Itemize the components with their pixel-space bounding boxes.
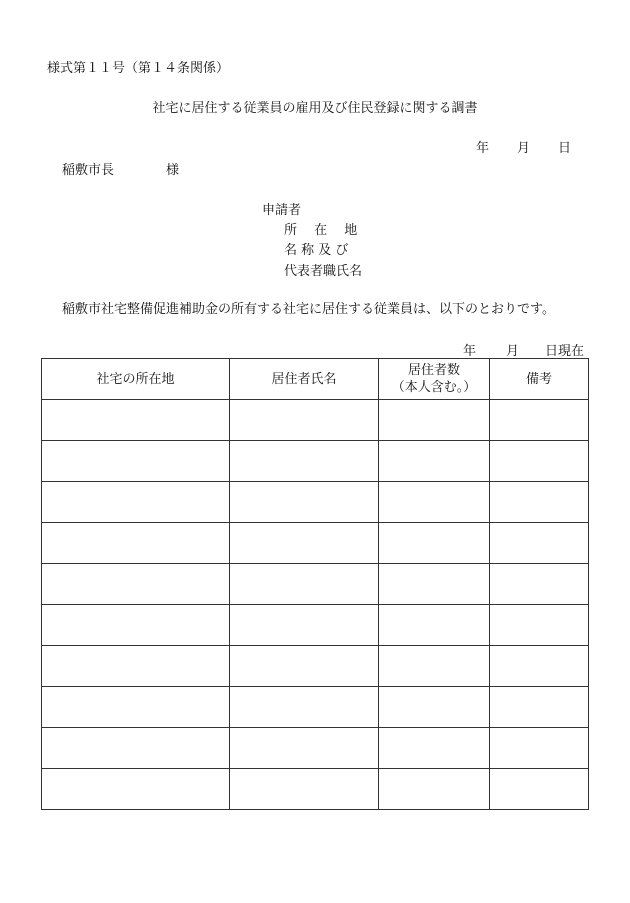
resident-name-cell[interactable] [230,687,379,728]
resident-name-cell[interactable] [230,605,379,646]
addressee-honorific: 様 [166,163,180,178]
date-year: 年 [476,141,490,156]
remarks-cell[interactable] [490,400,589,441]
table-row [42,605,589,646]
resident-name-cell[interactable] [230,523,379,564]
resident-count-cell[interactable] [379,400,490,441]
applicant-address-label: 所 在 地 [284,223,358,238]
asof-year: 年 [463,344,477,359]
remarks-cell[interactable] [490,687,589,728]
resident-count-cell[interactable] [379,523,490,564]
statement: 稲敷市社宅整備促進補助金の所有する社宅に居住する従業員は、以下のとおりです。 [62,302,555,317]
header-company-housing-address: 社宅の所在地 [42,359,230,400]
applicant-name-label: 名 称 及 び [284,243,349,258]
applicant-label: 申請者 [262,203,302,218]
table-row [42,441,589,482]
address-cell[interactable] [42,523,230,564]
addressee-name: 稲敷市長 [62,163,115,178]
resident-count-cell[interactable] [379,564,490,605]
address-cell[interactable] [42,400,230,441]
resident-count-cell[interactable] [379,728,490,769]
form-number: 様式第１１号（第１４条関係） [47,61,230,76]
resident-count-cell[interactable] [379,482,490,523]
address-cell[interactable] [42,687,230,728]
address-cell[interactable] [42,646,230,687]
table-row [42,564,589,605]
table-row [42,482,589,523]
address-cell[interactable] [42,728,230,769]
date-day: 日 [558,141,572,156]
date-line [476,137,571,156]
table-row [42,523,589,564]
remarks-cell[interactable] [490,523,589,564]
table-row [42,769,589,810]
remarks-cell[interactable] [490,605,589,646]
header-resident-count-note: （本人含む。） [391,380,477,395]
resident-name-cell[interactable] [230,441,379,482]
header-resident-count-label: 居住者数 [407,363,460,378]
remarks-cell[interactable] [490,482,589,523]
remarks-cell[interactable] [490,728,589,769]
asof-month: 月 [506,344,520,359]
resident-count-cell[interactable] [379,441,490,482]
remarks-cell[interactable] [490,769,589,810]
header-resident-name: 居住者氏名 [230,359,379,400]
table-row [42,687,589,728]
resident-name-cell[interactable] [230,769,379,810]
remarks-cell[interactable] [490,646,589,687]
date-month: 月 [517,141,531,156]
resident-name-cell[interactable] [230,400,379,441]
asof-day-suffix: 日現在 [545,344,585,359]
table-header-row [42,359,589,400]
resident-count-cell[interactable] [379,605,490,646]
employee-residence-table [41,358,589,810]
as-of-date-line [463,340,584,359]
addressee [62,159,179,178]
address-cell[interactable] [42,564,230,605]
resident-count-cell[interactable] [379,687,490,728]
address-cell[interactable] [42,769,230,810]
header-resident-count [379,359,490,400]
resident-count-cell[interactable] [379,769,490,810]
document-title: 社宅に居住する従業員の雇用及び住民登録に関する調書 [152,101,478,116]
resident-name-cell[interactable] [230,646,379,687]
address-cell[interactable] [42,482,230,523]
resident-name-cell[interactable] [230,564,379,605]
header-remarks: 備考 [490,359,589,400]
resident-name-cell[interactable] [230,482,379,523]
address-cell[interactable] [42,605,230,646]
applicant-representative-label: 代表者職氏名 [284,264,363,279]
resident-count-cell[interactable] [379,646,490,687]
table-row [42,400,589,441]
remarks-cell[interactable] [490,441,589,482]
remarks-cell[interactable] [490,564,589,605]
address-cell[interactable] [42,441,230,482]
resident-name-cell[interactable] [230,728,379,769]
table-row [42,728,589,769]
table-row [42,646,589,687]
